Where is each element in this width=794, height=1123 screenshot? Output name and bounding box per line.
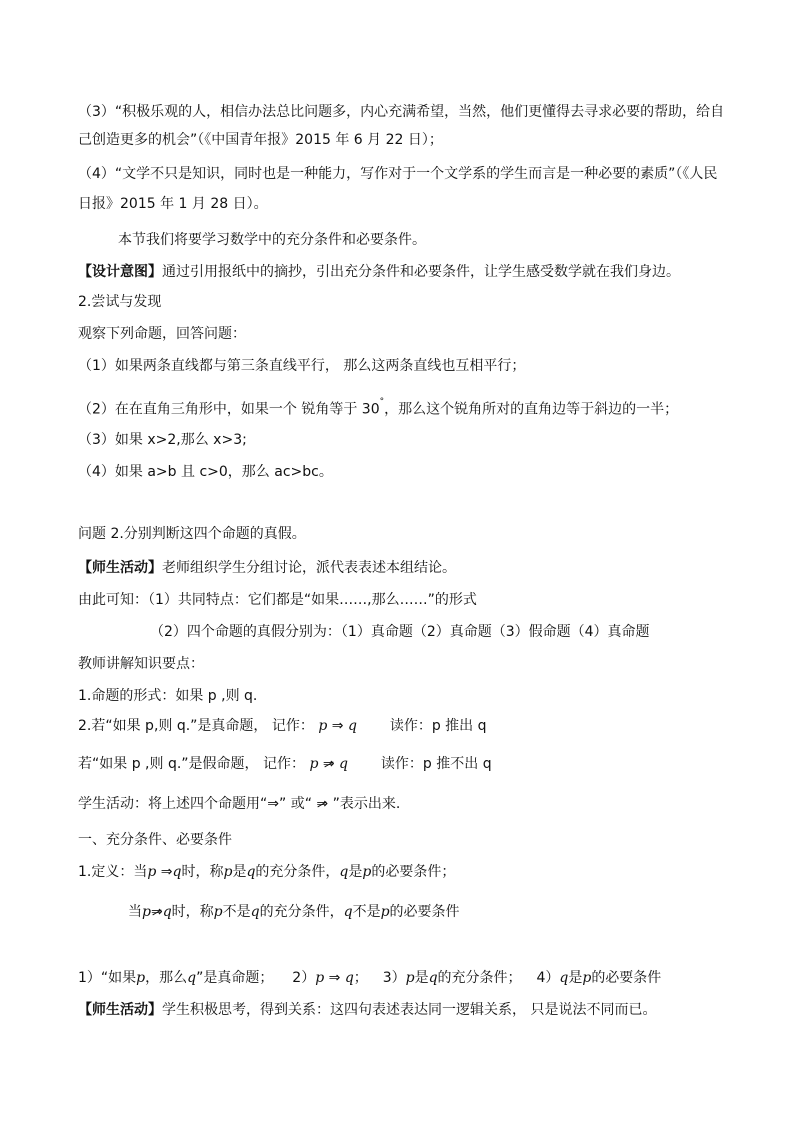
quote-3-line-2: 己创造更多的机会”（《中国青年报》2015 年 6 月 22 日）； xyxy=(78,132,443,148)
eq-text: ，那么 xyxy=(145,970,188,986)
var-p: p xyxy=(405,970,415,986)
proposition-2-start: （2）在在直角三角形中，如果一个 锐角等于 30 xyxy=(78,401,380,418)
negation-line xyxy=(128,902,460,922)
quote-4-line-1: （4）“文学不只是知识，同时也是一种能力，写作对于一个文学系的学生而言是一种必要的素质”（《人民 xyxy=(78,166,718,182)
proposition-4: （4）如果 a>b 且 c>0，那么 ac>bc。 xyxy=(78,464,333,480)
point-3-reading: 读作：p 推不出 q xyxy=(380,756,492,772)
def-text: 时，称 xyxy=(181,864,224,880)
point-1: 1.命题的形式：如果 p ,则 q. xyxy=(78,688,258,704)
eq-text: 3） xyxy=(382,970,406,986)
implies-symbol: ⇒ xyxy=(267,796,279,812)
not-implies-symbol: ⇒ xyxy=(150,904,163,920)
implies-symbol: ⇒ xyxy=(160,864,173,880)
eq-text: 的充分条件； xyxy=(437,970,522,986)
student-activity-a: 学生活动：将上述四个命题用“ xyxy=(78,796,268,812)
proposition-1: （1）如果两条直线都与第三条直线平行， 那么这两条直线也互相平行； xyxy=(78,358,526,374)
point-3 xyxy=(78,754,492,774)
student-activity xyxy=(78,794,400,814)
var-q: q xyxy=(559,970,569,986)
proposition-2 xyxy=(78,396,678,420)
activity-text: 老师组织学生分组讨论，派代表表述本组结论。 xyxy=(162,560,456,576)
var-q: q xyxy=(339,864,349,880)
eq-text: 的必要条件 xyxy=(591,970,662,986)
var-q: q xyxy=(162,904,172,920)
conclusion-line-1: 由此可知：（1）共同特点：它们都是“如果……,那么……”的形式 xyxy=(78,592,477,608)
section-heading-2: 2.尝试与发现 xyxy=(78,294,162,310)
neg-text: 不是 xyxy=(352,904,381,920)
design-intent xyxy=(78,262,680,282)
var-p: p xyxy=(147,864,157,880)
var-p: p xyxy=(315,970,325,986)
not-implies-symbol: ⇒ xyxy=(322,756,335,772)
var-q: q xyxy=(246,864,256,880)
final-activity-text: 学生积极思考，得到关系：这四句表述表达同一逻辑关系， 只是说法不同而已。 xyxy=(162,1002,657,1018)
neg-text: 不是 xyxy=(222,904,251,920)
section-heading-conditions: 一、充分条件、必要条件 xyxy=(78,832,232,848)
quote-4-line-2: 日报》2015 年 1 月 28 日）。 xyxy=(78,196,268,212)
var-p: p xyxy=(223,864,233,880)
definition-line xyxy=(78,862,455,882)
proposition-3: （3）如果 x>2,那么 x>3; xyxy=(78,432,247,448)
def-text: 的充分条件， xyxy=(255,864,340,880)
neg-text: 的充分条件， xyxy=(259,904,344,920)
var-p: p xyxy=(380,904,390,920)
var-p: p xyxy=(318,718,328,734)
observe-prompt: 观察下列命题，回答问题： xyxy=(78,326,246,342)
def-text: 是 xyxy=(232,864,247,880)
question-2: 问题 2.分别判断这四个命题的真假。 xyxy=(78,526,306,542)
point-3-text: 若“如果 p ,则 q.”是假命题， 记作： xyxy=(78,756,305,772)
student-activity-b: ” 或“ xyxy=(279,796,317,812)
point-2-text: 2.若“如果 p,则 q.”是真命题， 记作： xyxy=(78,718,314,734)
eq-text: 2） xyxy=(292,970,316,986)
var-q: q xyxy=(187,970,197,986)
activity-tag: 【师生活动】 xyxy=(78,560,162,576)
var-p: p xyxy=(362,864,372,880)
var-q: q xyxy=(343,904,353,920)
not-implies-symbol: ⇒ xyxy=(316,796,329,812)
eq-text: ； xyxy=(353,970,368,986)
var-q: q xyxy=(347,718,357,734)
eq-text: 1）“如果 xyxy=(78,970,137,986)
point-2 xyxy=(78,716,487,736)
student-activity-c: ”表示出来. xyxy=(328,796,401,812)
def-text: 的必要条件； xyxy=(371,864,456,880)
final-activity-tag: 【师生活动】 xyxy=(78,1002,162,1018)
var-q: q xyxy=(339,756,349,772)
def-text: 是 xyxy=(348,864,363,880)
eq-text: ”是真命题； xyxy=(196,970,274,986)
intro-text: 本节我们将要学习数学中的充分条件和必要条件。 xyxy=(118,232,426,248)
eq-text: 4） xyxy=(536,970,560,986)
design-intent-tag: 【设计意图】 xyxy=(78,264,162,280)
neg-text: 当 xyxy=(128,904,142,920)
proposition-2-end: ，那么这个锐角所对的直角边等于斜边的一半； xyxy=(384,401,679,418)
var-p: p xyxy=(213,904,223,920)
var-q: q xyxy=(172,864,182,880)
final-activity xyxy=(78,1000,656,1020)
var-p: p xyxy=(309,756,319,772)
degree-sign: ° xyxy=(379,397,385,407)
teacher-points: 教师讲解知识要点： xyxy=(78,656,204,672)
point-2-reading: 读作：p 推出 q xyxy=(389,718,487,734)
design-intent-text: 通过引用报纸中的摘抄，引出充分条件和必要条件，让学生感受数学就在我们身边。 xyxy=(162,264,680,280)
eq-text: 是 xyxy=(414,970,429,986)
implies-symbol: ⇒ xyxy=(331,718,344,734)
quote-3-line-1: （3）“积极乐观的人，相信办法总比问题多，内心充满希望，当然，他们更懂得去寻求必要的帮助，给自 xyxy=(78,104,725,120)
var-p: p xyxy=(582,970,592,986)
def-text: 1.定义：当 xyxy=(78,864,148,880)
var-p: p xyxy=(136,970,146,986)
conclusion-line-2: （2）四个命题的真假分别为：（1）真命题（2）真命题（3）假命题（4）真命题 xyxy=(150,624,650,640)
eq-text: 是 xyxy=(568,970,583,986)
implies-symbol: ⇒ xyxy=(328,970,341,986)
var-p: p xyxy=(142,904,151,920)
neg-text: 的必要条件 xyxy=(389,904,460,920)
equivalence-line xyxy=(78,968,661,988)
neg-text: 时，称 xyxy=(171,904,214,920)
var-q: q xyxy=(344,970,354,986)
var-q: q xyxy=(428,970,438,986)
teacher-student-activity xyxy=(78,558,456,578)
var-q: q xyxy=(250,904,260,920)
